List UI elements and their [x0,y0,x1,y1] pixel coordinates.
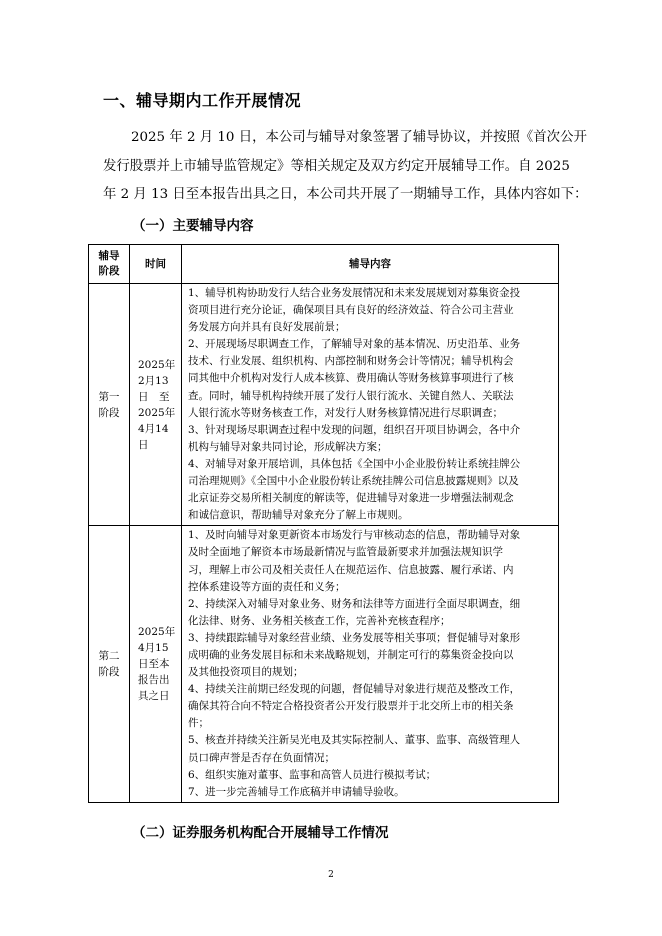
time-text: 报告出 [138,674,170,687]
subsection-title-service-agencies: （二）证券服务机构配合开展辅导工作情况 [132,825,389,841]
table-header-row [89,245,559,284]
content-line: 4、持续关注前期已经发现的问题，督促辅导对象进行规范及整改工作， [188,683,521,696]
header-stage: 辅导 阶段 [89,245,130,284]
content-line: 3、针对现场尽职调查过程中发现的问题，组织召开项目协调会，各中介 [188,423,521,436]
stage-text: 第一 [98,390,120,403]
table-row [89,284,559,526]
content-line: 7、进一步完善辅导工作底稿并申请辅导验收。 [188,785,405,798]
content-line: 同其他中介机构对发行人成本核算、费用确认等财务核算事项进行了核 [188,372,514,385]
content-line: 机构与辅导对象共同讨论，形成解决方案； [188,440,388,453]
time-text: 2025年 [138,626,176,639]
content-line: 和诚信意识，帮助辅导对象充分了解上市规则。 [188,509,409,522]
stage-text: 第二 [98,650,120,663]
content-line: 确保其符合向不特定合格投资者公开发行股票并于北交所上市的相关条 [188,700,514,713]
content-line: 1、及时向辅导对象更新资本市场发行与审核动态的信息，帮助辅导对象 [188,529,521,542]
content-line: 1、辅导机构协助发行人结合业务发展情况和未来发展规划对募集资金投 [188,287,521,299]
content-line: 成明确的业务发展目标和未来战略规划，并制定可行的募集资金投向以 [188,648,514,661]
time-text: 具之日 [138,690,170,703]
time-text: 日 至 [138,390,170,403]
stage-cell [89,284,130,526]
time-cell [130,526,182,803]
intro-line: 年 2 月 13 日至本报告出具之日，本公司共开展了一期辅导工作，具体内容如下： [103,187,588,202]
content-line: 及时全面地了解资本市场最新情况与监管最新要求并加强法规知识学 [188,546,503,559]
content-cell [182,526,559,803]
content-line: 务发展方向并具有良好发展前景； [188,321,346,334]
content-line: 件； [188,717,209,730]
tutoring-content-table [88,244,559,803]
section-title: 一、辅导期内工作开展情况 [103,91,302,110]
time-text: 4月14 [138,422,169,435]
content-line: 习，理解上市公司及相关责任人在规范运作、信息披露、履行承诺、内 [188,563,514,576]
page-number: 2 [328,870,334,880]
content-line: 北京证券交易所相关制度的解读等，促进辅导对象进一步增强法制观念 [188,492,514,505]
time-text: 2025年 [138,358,176,371]
intro-line: 2025 年 2 月 10 日，本公司与辅导对象签署了辅导协议，并按照《首次公开 [131,130,587,145]
content-line: 控体系建设等方面的责任和义务； [188,580,346,593]
time-text: 4月15 [138,642,169,655]
header-content: 辅导内容 [182,245,559,284]
intro-paragraph [103,124,588,210]
content-line: 司治理规则》《全国中小企业股份转让系统挂牌公司信息披露规则》以及 [188,475,519,488]
content-cell [182,284,559,526]
stage-text: 阶段 [98,406,120,419]
content-line: 技术、行业发展、组织机构、内部控制和财务会计等情况；辅导机构会 [188,355,514,368]
content-line: 资项目进行充分论证，确保项目具有良好的经济效益、符合公司主营业 [188,304,514,317]
content-line: 5、核查并持续关注新吴光电及其实际控制人、董事、监事、高级管理人 [188,734,521,747]
intro-line: 发行股票并上市辅导监管规定》等相关规定及双方约定开展辅导工作。自 2025 [103,158,570,174]
content-line: 4、对辅导对象开展培训，具体包括《全国中小企业股份转让系统挂牌公 [188,457,521,470]
stage-cell [89,526,130,803]
content-line: 2、持续深入对辅导对象业务、财务和法律等方面进行全面尽职调查，细 [188,597,521,610]
time-text: 日至本 [138,658,170,671]
content-line: 6、组织实施对董事、监事和高管人员进行模拟考试； [188,768,437,781]
content-line: 化法律、财务、业务相关核查工作，完善补充核查程序； [188,614,451,627]
time-text: 2月13 [138,374,169,387]
table-row [89,526,559,803]
time-text: 日 [138,438,149,451]
content-line: 3、持续跟踪辅导对象经营业绩、业务发展等相关事项；督促辅导对象形 [188,631,521,644]
content-line: 查。同时，辅导机构持续开展了发行人银行流水、关键自然人、关联法 [188,389,514,402]
stage-text: 阶段 [98,666,120,679]
content-line: 员口碑声誉是否存在负面情况； [188,751,335,764]
time-text: 2025年 [138,406,176,419]
subsection-title-main-content: （一）主要辅导内容 [132,218,254,234]
content-line: 人银行流水等财务核查工作，对发行人财务核算情况进行尽职调查； [188,406,503,419]
content-line: 2、开展现场尽职调查工作，了解辅导对象的基本情况、历史沿革、业务 [188,338,521,351]
time-cell [130,284,182,526]
content-line: 及其他投资项目的规划； [188,666,304,679]
header-time: 时间 [130,245,182,284]
